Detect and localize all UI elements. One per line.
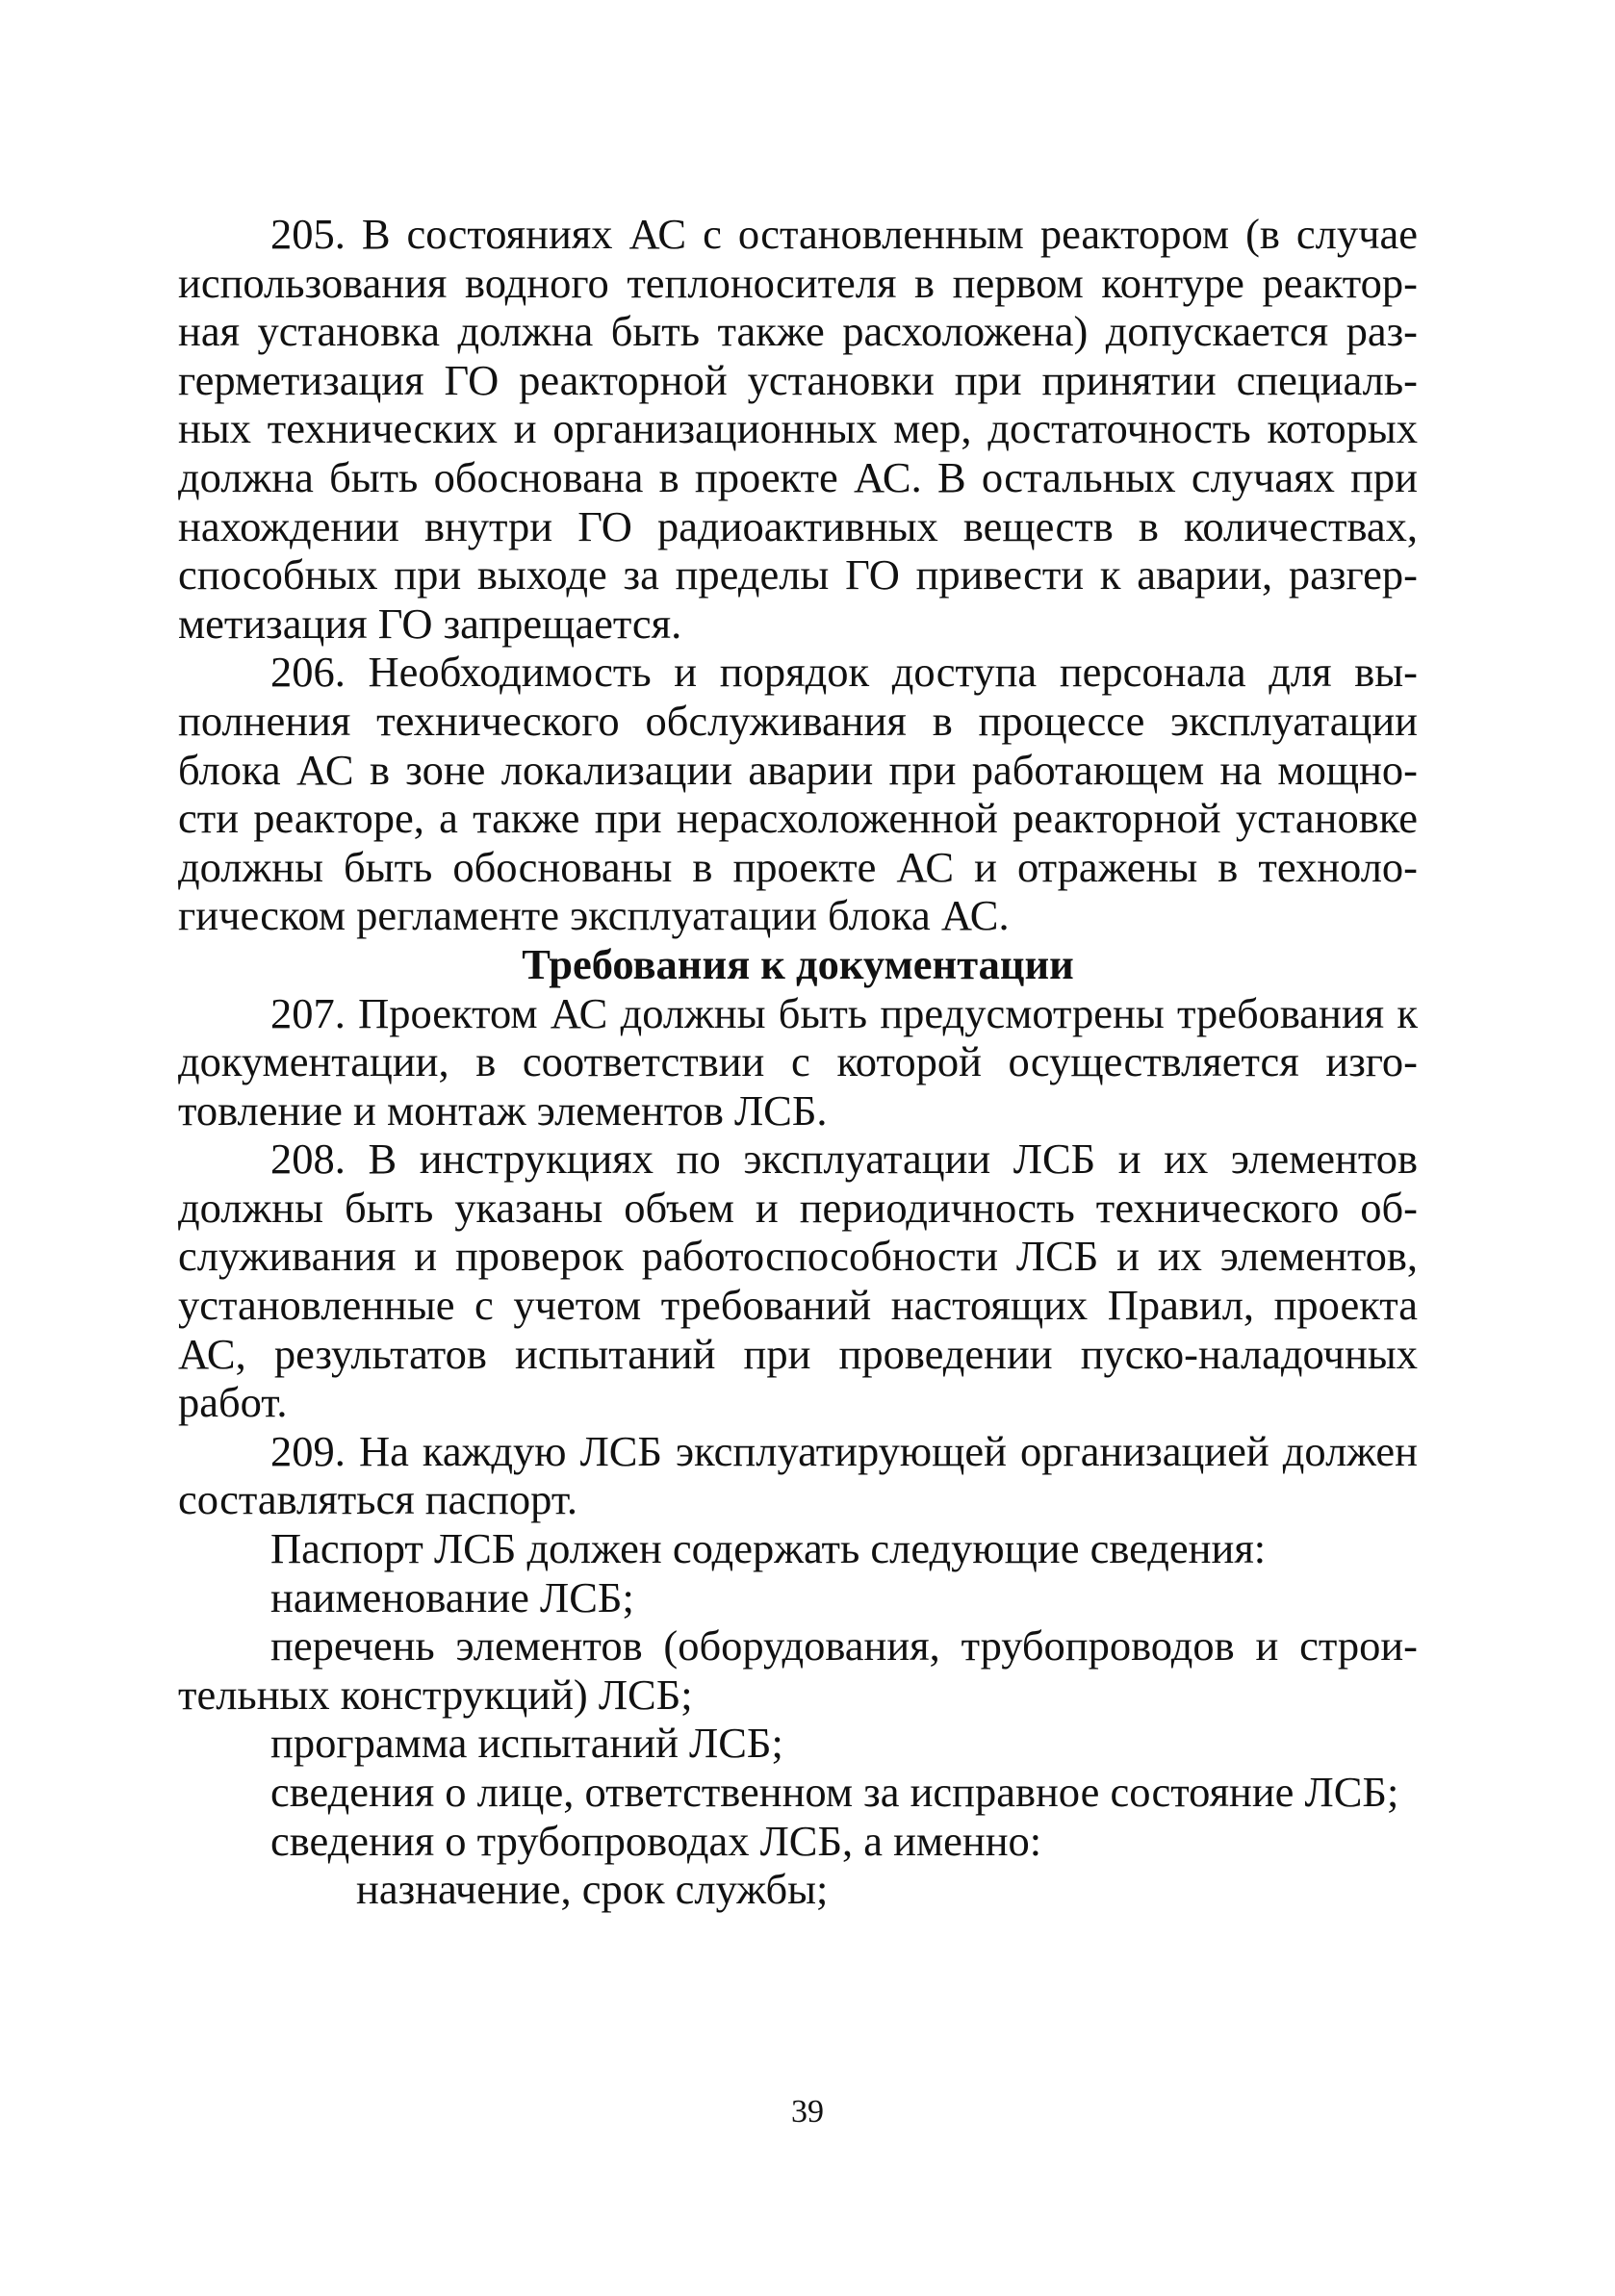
list-item-pipelines: сведения о трубопроводах ЛСБ, а именно: (270, 1816, 1042, 1865)
paragraph-209: 209. На каждую ЛСБ эксплуатирующей организацией должен составляться паспорт. (178, 1426, 1418, 1524)
sub-item-purpose: назначение, срок службы; (356, 1865, 829, 1914)
list-item-responsible: сведения о лице, ответственном за исправное состояние ЛСБ; (270, 1768, 1399, 1816)
section-heading: Требования к документации (522, 939, 1074, 988)
page-body (178, 210, 1418, 1914)
passport-intro: Паспорт ЛСБ должен содержать следующие сведения: (270, 1524, 1267, 1573)
paragraph-208: 208. В инструкциях по эксплуатации ЛСБ и их элементов должны быть указаны объем и периодичность технического обслуживания и проверок работоспособности ЛСБ и их элементов, установленные с учетом требований настоящих Правил, проекта АС, результатов испытаний при проведении пуско-наладочных работ. (178, 1135, 1418, 1427)
page-number: 39 (791, 2094, 824, 2130)
list-item-name: наименование ЛСБ; (270, 1572, 634, 1621)
paragraph-206: 206. Необходимость и порядок доступа персонала для выполнения технического обслуживания в процессе эксплуатации блока АС в зоне локализации аварии при работающем на мощности реакторе, а также при нерасхоложенной реакторной установке должны быть обоснованы в проекте АС и отражены в технологическом регламенте эксплуатации блока АС. (178, 648, 1418, 940)
paragraph-205: 205. В состояниях АС с остановленным реактором (в случае использования водного теплоносителя в первом контуре реакторная установка должна быть также расхоложена) допускается разгерметизация ГО реакторной установки при принятии специальных технических и организационных мер, достаточность которых должна быть обоснована в проекте АС. В остальных случаях при нахождении внутри ГО радиоактивных веществ в количествах, способных при выходе за пределы ГО привести к аварии, разгерметизация ГО запрещается. (178, 210, 1418, 648)
list-item-elements: перечень элементов (оборудования, трубопроводов и строительных конструкций) ЛСБ; (178, 1621, 1418, 1719)
paragraph-207: 207. Проектом АС должны быть предусмотрены требования к документации, в соответствии с которой осуществляется изготовление и монтаж элементов ЛСБ. (178, 988, 1418, 1135)
list-item-test-program: программа испытаний ЛСБ; (270, 1719, 783, 1768)
